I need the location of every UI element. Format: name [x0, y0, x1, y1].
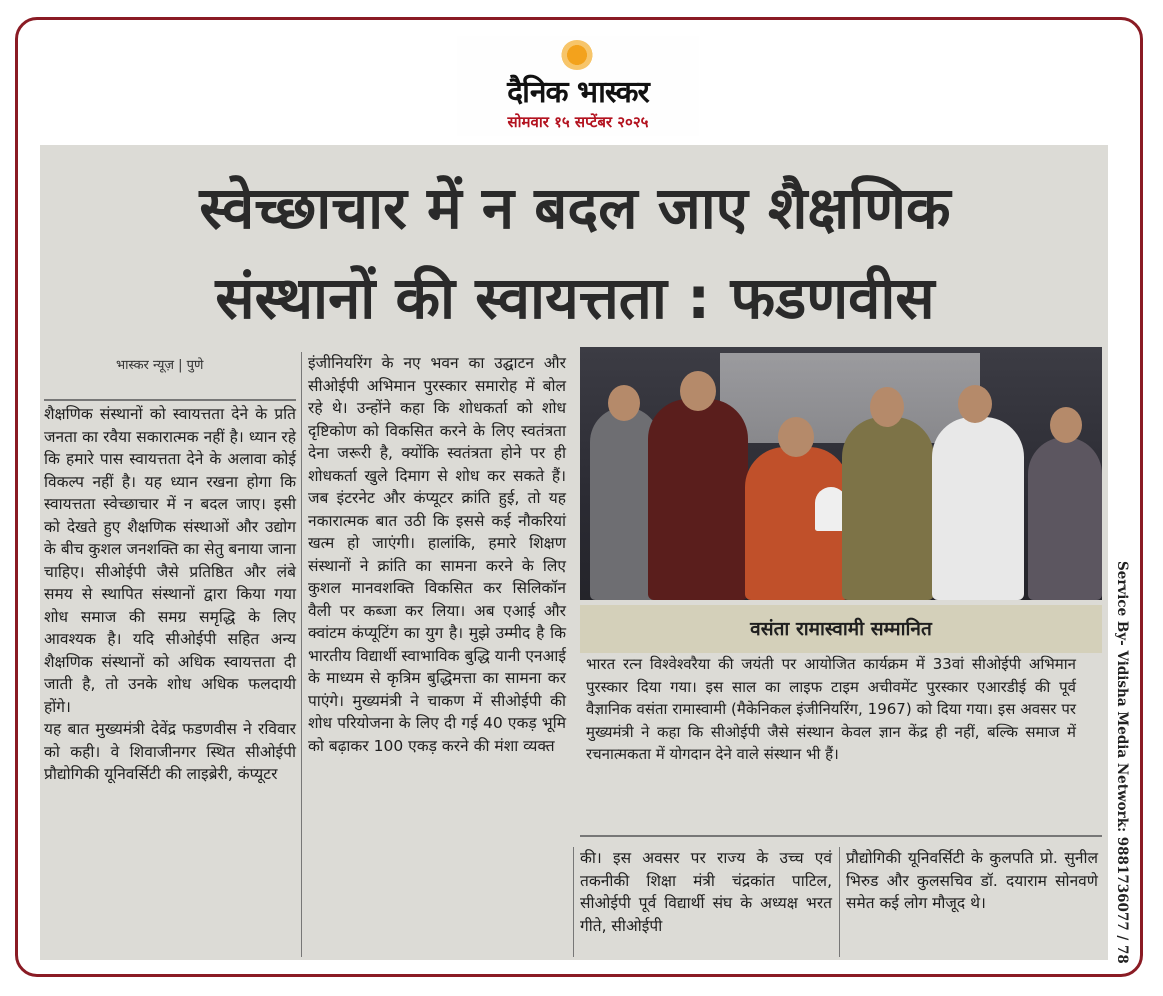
article-column-4	[846, 847, 1098, 915]
article-paragraph: की। इस अवसर पर राज्य के उच्च एवं तकनीकी शिक्षा मंत्री चंद्रकांत पाटिल, सीओईपी पूर्व विद्यार्थी संघ के अध्यक्ष भरत गीते, सीओईपी	[580, 849, 832, 935]
article-paragraph: यह बात मुख्यमंत्री देवेंद्र फडणवीस ने रविवार को कही। वे शिवाजीनगर स्थित सीओईपी प्रौद्योगिकी यूनिवर्सिटी की लाइब्रेरी, कंप्यूटर	[44, 720, 296, 783]
article-column-1	[44, 403, 296, 786]
newspaper-masthead	[457, 36, 699, 136]
caption-rule	[580, 835, 1102, 837]
person-head	[778, 417, 814, 457]
newspaper-brand: दैनिक भास्कर	[507, 75, 649, 110]
service-credit	[1112, 561, 1134, 964]
article-paragraph: इंजीनियरिंग के नए भवन का उद्घाटन और सीओईपी अभिमान पुरस्कार समारोह में बोल रहे थे। उन्होंने कहा कि शोधकर्ता को शोध दृष्टिकोण को विकसित करने के लिए स्वतंत्रता देना जरूरी है, क्योंकि स्वतंत्रता होने पर ही शोधकर्ता खुले दिमाग से शोध कर सकते हैं। जब इंटरनेट और कंप्यूटर क्रांति हुई, तो यह नकारात्मक बात उठी कि इससे कई नौकरियां खत्म हो जाएंगी। हालांकि, हमारे शिक्षण संस्थानों ने क्रांति का सामना करने के लिए कुशल मानवशक्ति विकसित कर सिलिकॉन वैली पर कब्जा कर लिया। अब एआई और क्वांटम कंप्यूटिंग का युग है। मुझे उम्मीद है कि भारतीय विद्यार्थी स्वाभाविक बुद्धि यानी एनआई के माध्यम से कृत्रिम बुद्धिमत्ता का सामना कर पाएंगे। मुख्यमंत्री ने चाकण में सीओईपी की शोध परियोजना के लिए दी गई 40 एकड़ भूमि को बढ़ाकर 100 एकड़ करने की मंशा व्यक्त	[308, 354, 566, 755]
person-head	[680, 371, 716, 411]
sun-logo-icon	[561, 40, 593, 70]
headline-line-2: संस्थानों की स्वायत्तता : फडणवीस	[215, 264, 935, 332]
person-head	[958, 385, 992, 423]
byline-rule	[44, 399, 296, 401]
newspaper-clipping	[40, 145, 1108, 960]
stage-backdrop	[720, 353, 980, 443]
photo-caption-body: भारत रत्न विश्वेश्वरैया की जयंती पर आयोजित कार्यक्रम में 33वां सीओईपी अभिमान पुरस्कार दिया गया। इस साल का लाइफ टाइम अचीवमेंट पुरस्कार एआरडीई की पूर्व वैज्ञानिक वसंता रामास्वामी (मैकेनिकल इंजीनियरिंग, 1967) को दिया गया। इस अवसर पर मुख्यमंत्री ने कहा कि सीओईपी जैसे संस्थान केवल ज्ञान केंद्र ही नहीं, बल्कि समाज में रचनात्मकता में योगदान देने वाले संस्थान भी हैं।	[586, 655, 1076, 763]
person-figure	[648, 399, 748, 600]
column-divider	[573, 847, 574, 957]
award-ceremony-photo	[580, 347, 1102, 600]
column-divider	[839, 847, 840, 957]
article-column-3	[580, 847, 832, 937]
person-figure	[842, 417, 934, 600]
person-figure	[1028, 437, 1102, 600]
article-paragraph: प्रौद्योगिकी यूनिवर्सिटी के कुलपति प्रो. सुनील भिरुड और कुलसचिव डॉ. दयाराम सोनवणे समेत कई लोग मौजूद थे।	[846, 849, 1098, 912]
headline-line-1: स्वेच्छाचार में न बदल जाए शैक्षणिक	[199, 174, 951, 242]
article-column-2	[308, 352, 566, 757]
article-paragraph: शैक्षणिक संस्थानों को स्वायत्तता देने के प्रति जनता का रवैया सकारात्मक नहीं है। ध्यान रहे कि हमारे पास स्वायत्तता देने के अलावा कोई विकल्प नहीं है। यह ध्यान रखना होगा कि स्वायत्तता स्वेच्छाचार में न बदल जाए। इसी को देखते हुए शैक्षणिक संस्थाओं और उद्योग के बीच कुशल जनशक्ति का सेतु बनाया जाना चाहिए। सीओईपी जैसे प्रतिष्ठित और लंबे समय से स्थापित संस्थानों द्वारा किया गया शोध समाज की समग्र समृद्धि के लिए आवश्यक है। यदि सीओईपी सहित अन्य शैक्षणिक संस्थानों को अधिक स्वायत्तता दी जाती है, तो उनके शोध अधिक फलदायी होंगे।	[44, 405, 296, 716]
photo-caption-title: वसंता रामास्वामी सम्मानित	[750, 618, 932, 640]
person-head	[870, 387, 904, 427]
photo-caption-box	[580, 605, 1102, 653]
service-credit-text: Service By- Vidisha Media Network: 9881736077 / 78	[1114, 561, 1130, 964]
column-divider	[301, 352, 302, 957]
publication-date: सोमवार १५ सप्टेंबर २०२५	[507, 113, 649, 131]
person-head	[1050, 407, 1082, 443]
person-head	[608, 385, 640, 421]
person-figure	[932, 417, 1024, 600]
byline: भास्कर न्यूज़ | पुणे	[116, 358, 204, 373]
